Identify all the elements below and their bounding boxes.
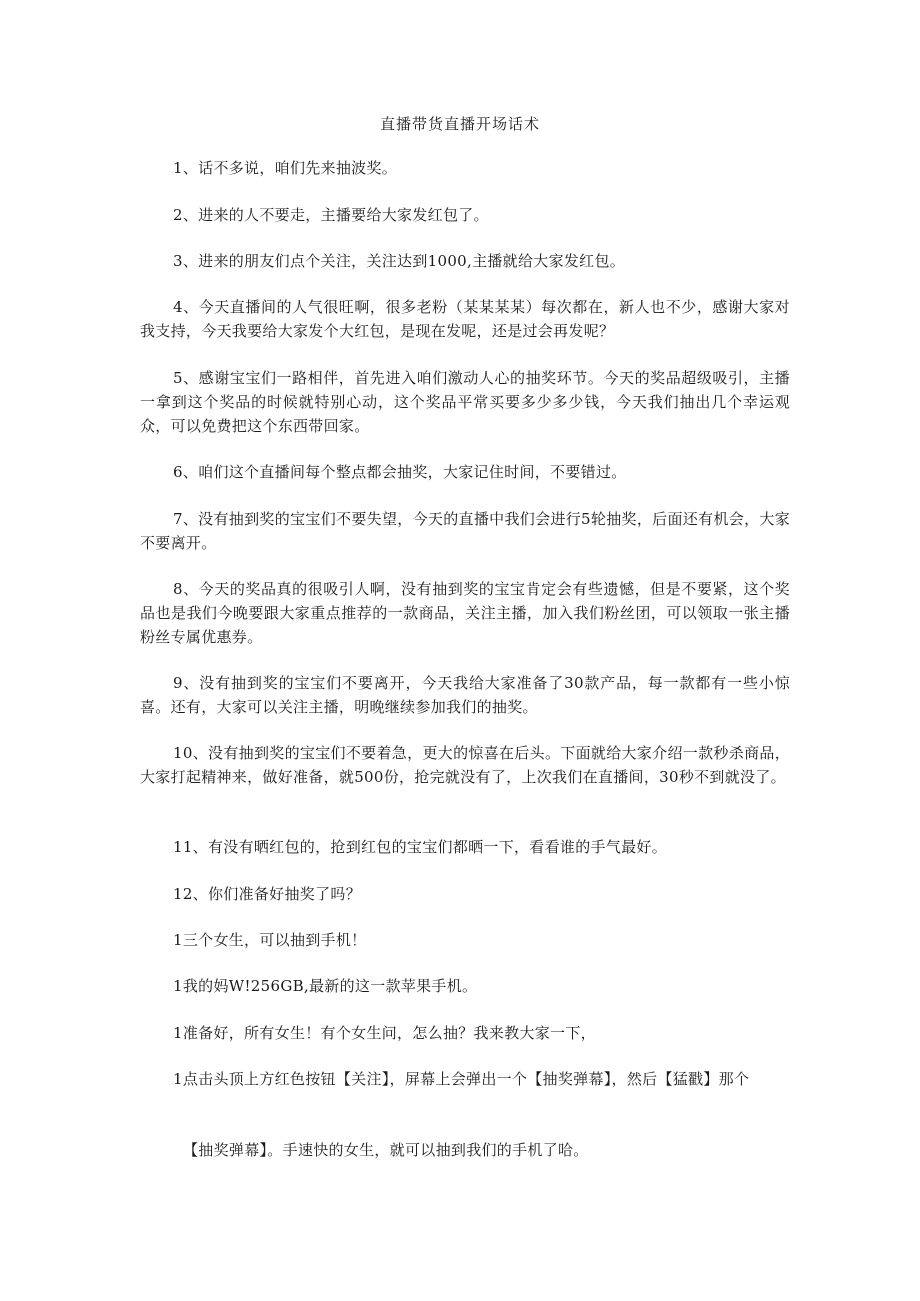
paragraph-7: 7、没有抽到奖的宝宝们不要失望，今天的直播中我们会进行5轮抽奖，后面还有机会，大家不要离开。 (140, 510, 790, 552)
paragraph-5: 5、感谢宝宝们一路相伴，首先进入咱们激动人心的抽奖环节。今天的奖品超级吸引，主播一拿到这个奖品的时候就特别心动，这个奖品平常买要多少多少钱，今天我们抽出几个幸运观众，可以免费把这个东西带回家。 (140, 369, 790, 435)
paragraph-6: 6、咱们这个直播间每个整点都会抽奖，大家记住时间，不要错过。 (173, 463, 627, 481)
bullet-line-1: 1三个女生，可以抽到手机！ (173, 931, 367, 949)
paragraph-3: 3、进来的朋友们点个关注，关注达到1000,主播就给大家发红包。 (173, 252, 626, 270)
paragraph-2: 2、进来的人不要走，主播要给大家发红包了。 (173, 206, 489, 224)
paragraph-12: 12、你们准备好抽奖了吗？ (173, 885, 361, 903)
paragraph-1: 1、话不多说，咱们先来抽波奖。 (173, 159, 398, 177)
paragraph-10: 10、没有抽到奖的宝宝们不要着急，更大的惊喜在后头。下面就给大家介绍一款秒杀商品，大家打起精神来，做好准备，就500份，抢完就没有了，上次我们在直播间，30秒不到就没了。 (140, 744, 790, 786)
paragraph-11: 11、有没有晒红包的，抢到红包的宝宝们都晒一下，看看谁的手气最好。 (173, 838, 667, 856)
paragraph-9: 9、没有抽到奖的宝宝们不要离开，今天我给大家准备了30款产品，每一款都有一些小惊喜。还有，大家可以关注主播，明晚继续参加我们的抽奖。 (140, 674, 790, 716)
paragraph-8: 8、今天的奖品真的很吸引人啊，没有抽到奖的宝宝肯定会有些遗憾，但是不要紧，这个奖品也是我们今晚要跟大家重点推荐的一款商品，关注主播，加入我们粉丝团，可以领取一张主播粉丝专属优惠券。 (140, 580, 790, 646)
bullet-line-3: 1准备好，所有女生！有个女生问，怎么抽？我来教大家一下， (173, 1024, 596, 1042)
bullet-line-4: 1点击头顶上方红色按钮【关注】，屏幕上会弹出一个【抽奖弹幕】，然后【猛戳】那个 (173, 1070, 750, 1088)
bullet-line-4-continuation: 【抽奖弹幕】。手速快的女生，就可以抽到我们的手机了哈。 (183, 1141, 589, 1159)
bullet-line-2: 1我的妈W!256GB,最新的这一款苹果手机。 (173, 977, 478, 995)
document-title: 直播带货直播开场话术 (379, 115, 540, 133)
paragraph-4: 4、今天直播间的人气很旺啊，很多老粉（某某某某）每次都在，新人也不少，感谢大家对我支持，今天我要给大家发个大红包，是现在发呢，还是过会再发呢？ (140, 298, 790, 340)
